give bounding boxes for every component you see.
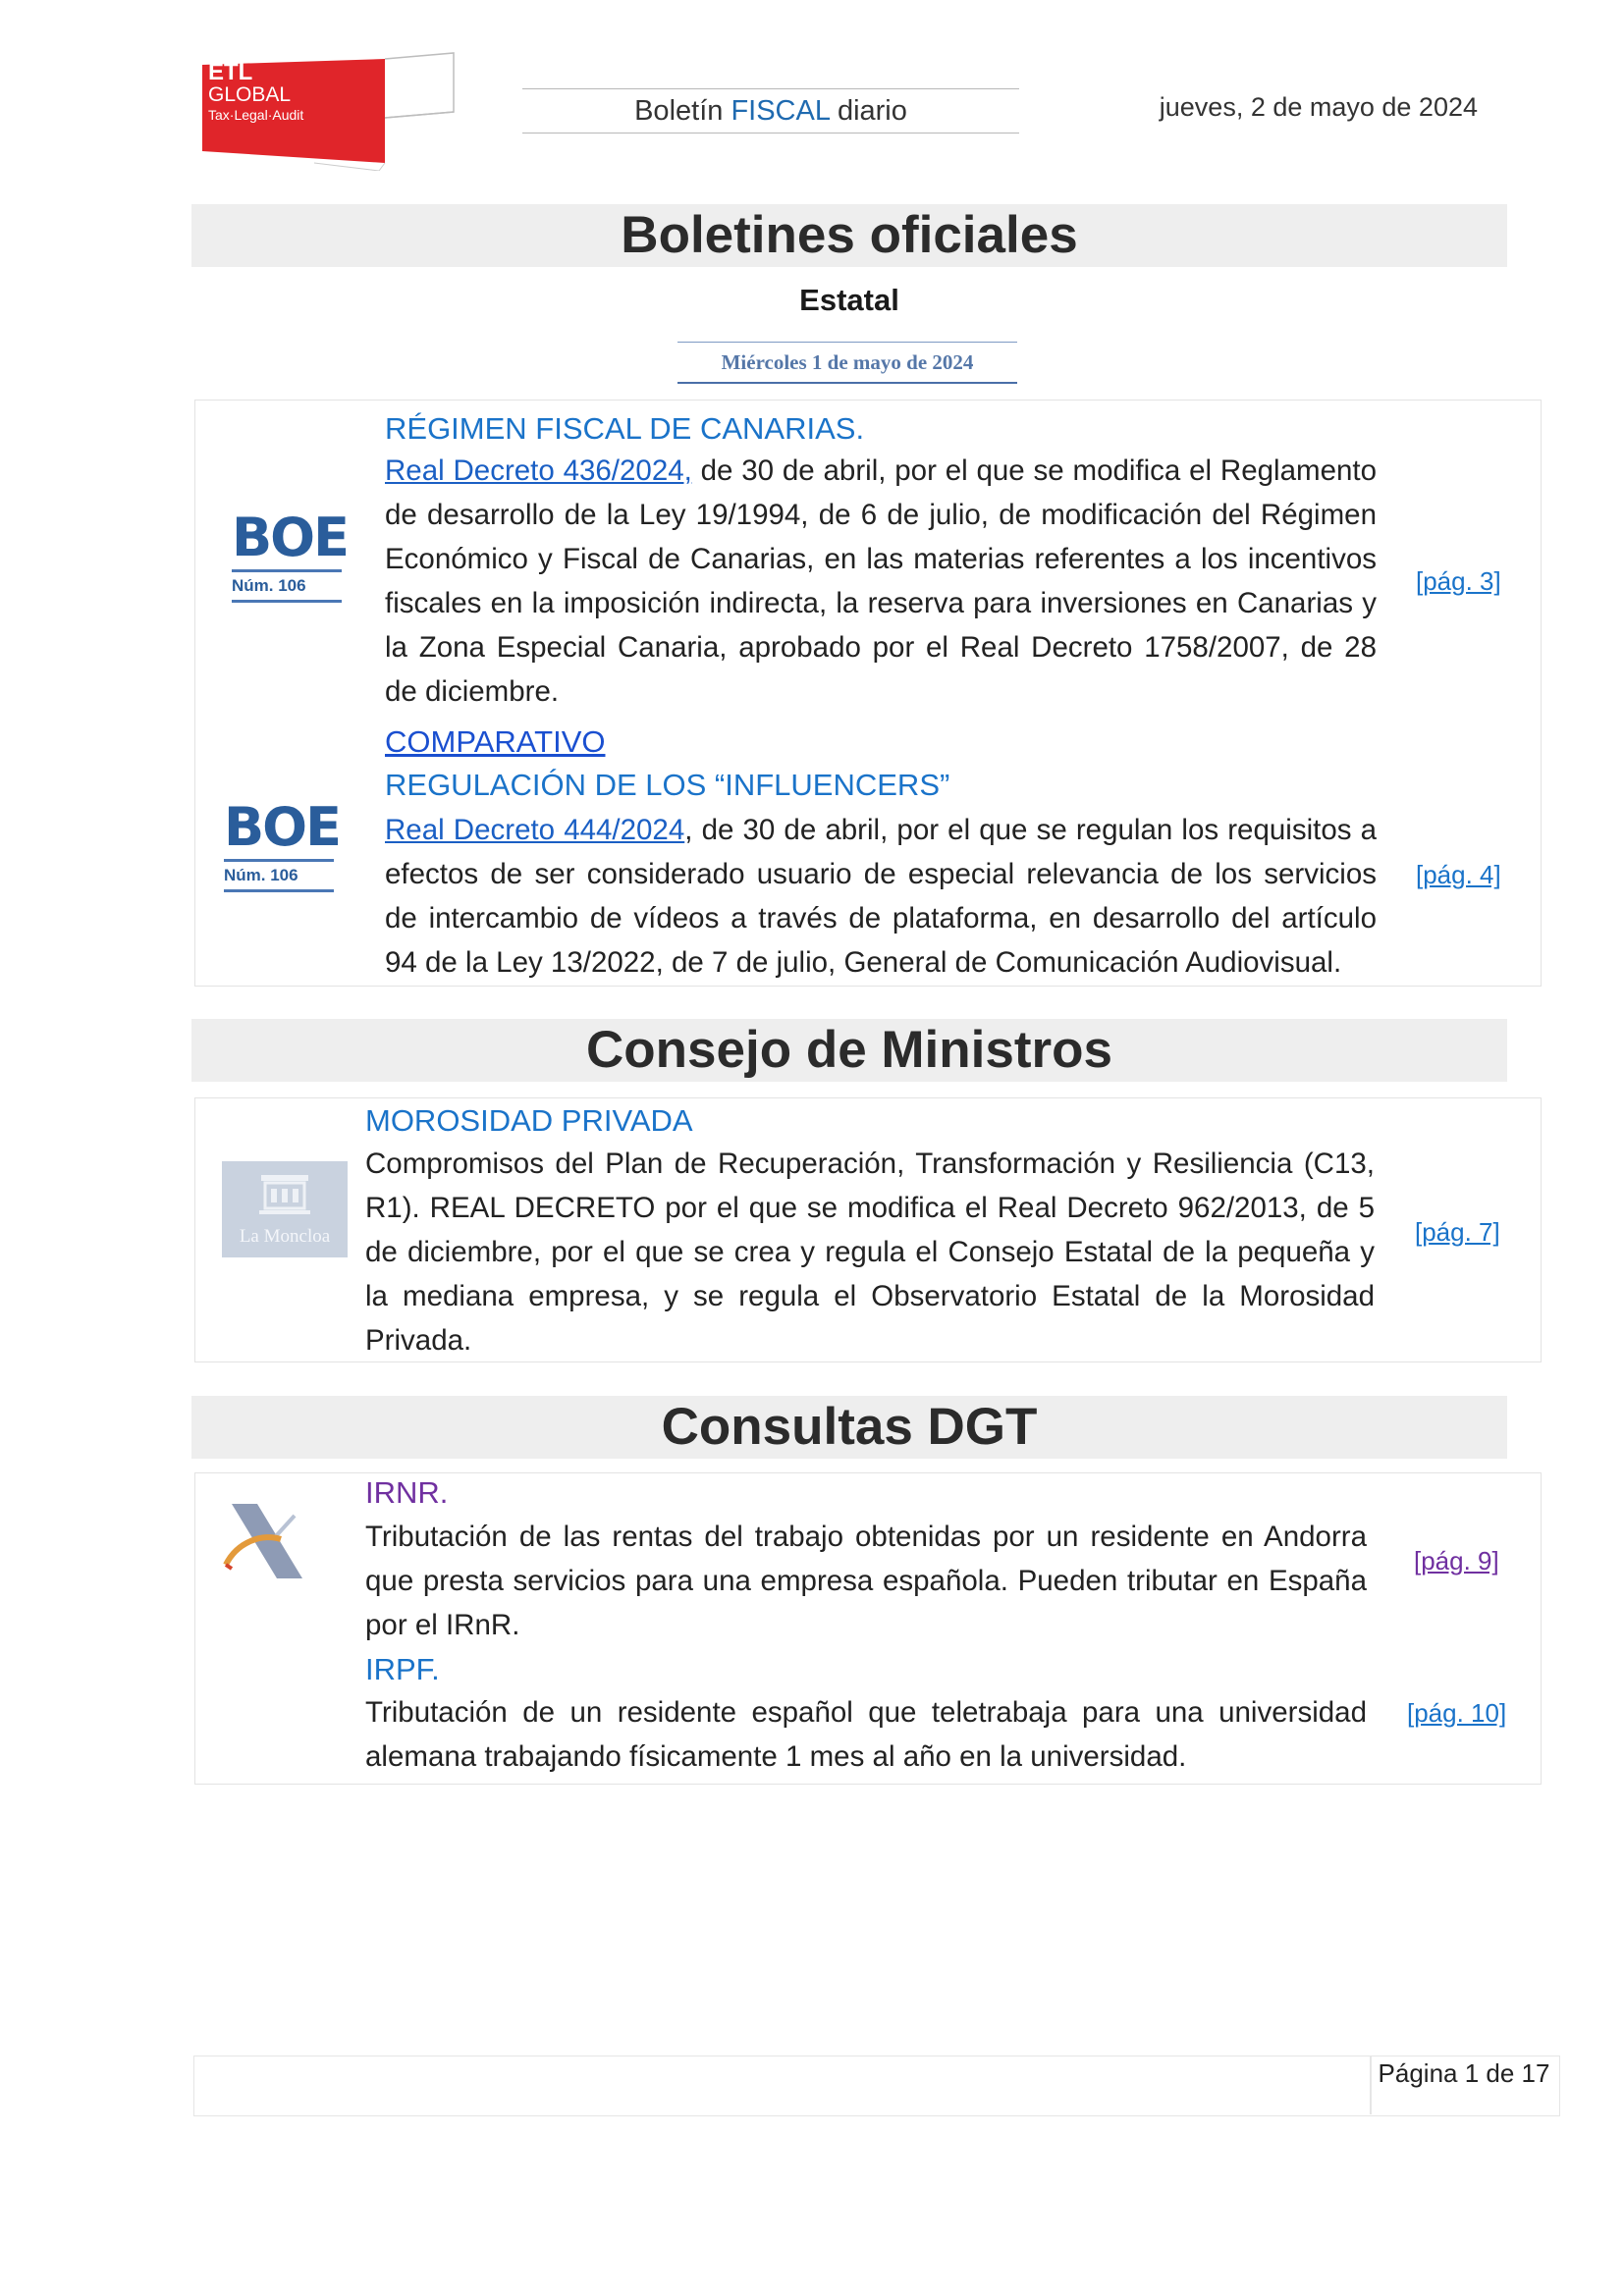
entry-text: Tributación de las rentas del trabajo obtenidas por un residente en Andorra que presta servicios para una empresa española. Pueden tributar en España por el IRnR. <box>365 1521 1367 1641</box>
entry-text: de 30 de abril, por el que se modifica el Reglamento de desarrollo de la Ley 19/1994, de 6 de julio, de modificación del Régimen Económico y Fiscal de Canarias, en las materias referentes a los incentivos fiscales en la imposición indirecta, la reserva para inversiones en Canarias y la Zona Especial Canaria, aprobado por el Real Decreto 1758/2007, de 28 de diciembre. <box>385 454 1377 708</box>
entry-body <box>385 808 1377 985</box>
bulletin-title <box>522 88 1019 133</box>
moncloa-caption: La Moncloa <box>239 1226 331 1247</box>
section-title-dgt: Consultas DGT <box>191 1396 1507 1459</box>
boe-number: Núm. 106 <box>232 576 306 595</box>
boe-rule <box>224 889 334 892</box>
section-subtitle-estatal: Estatal <box>799 283 899 317</box>
entry-kicker: IRPF. <box>365 1652 440 1686</box>
page-link[interactable]: [pág. 10] <box>1407 1698 1507 1728</box>
title-part2: diario <box>829 95 907 127</box>
boe-word: BOE <box>224 796 340 858</box>
page-link[interactable]: [pág. 9] <box>1414 1546 1499 1575</box>
boe-logo <box>232 507 348 603</box>
entry-kicker: REGULACIÓN DE LOS “INFLUENCERS” <box>385 768 950 802</box>
entry-text: Compromisos del Plan de Recuperación, Transformación y Resiliencia (C13, R1). REAL DECRETO por el que se modifica el Real Decreto 962/2013, de 5 de diciembre, por el que se crea y regula el Consejo Estatal de la pequeña y la mediana empresa, y se regula el Observatorio Estatal de la Morosidad Privada. <box>365 1148 1375 1357</box>
title-accent: FISCAL <box>731 95 830 127</box>
footer-box <box>193 2056 1560 2116</box>
comparativo-link[interactable]: COMPARATIVO <box>385 724 606 759</box>
entry-kicker: MOROSIDAD PRIVADA <box>365 1103 693 1138</box>
real-decreto-link[interactable]: Real Decreto 436/2024, <box>385 454 692 487</box>
page-link[interactable]: [pág. 4] <box>1416 860 1501 889</box>
real-decreto-link[interactable]: Real Decreto 444/2024 <box>385 814 685 846</box>
boe-logo <box>224 796 340 892</box>
etl-global-logo <box>196 51 461 171</box>
title-part1: Boletín <box>634 95 731 127</box>
entry-kicker: IRNR. <box>365 1475 449 1510</box>
entry-text: Tributación de un residente español que teletrabaja para una universidad alemana trabajando físicamente 1 mes al año en la universidad. <box>365 1696 1367 1773</box>
page-link[interactable]: [pág. 7] <box>1415 1217 1500 1247</box>
logo-tagline: Tax·Legal·Audit <box>208 107 304 123</box>
publication-date: Miércoles 1 de mayo de 2024 <box>677 342 1017 384</box>
section-title-boletines: Boletines oficiales <box>191 204 1507 267</box>
entry-kicker: RÉGIMEN FISCAL DE CANARIAS. <box>385 411 865 446</box>
entry-text: , de 30 de abril, por el que se regulan los requisitos a efectos de ser considerado usuario de especial relevancia de los servicios de intercambio de vídeos a través de plataforma, en desarrollo del artículo 94 de la Ley 13/2022, de 7 de julio, General de Comunicación Audiovisual. <box>385 814 1377 979</box>
page-link[interactable]: [pág. 3] <box>1416 566 1501 596</box>
entry-body <box>385 449 1377 714</box>
header-date: jueves, 2 de mayo de 2024 <box>1159 92 1478 122</box>
aeat-logo <box>218 1500 308 1584</box>
logo-brand2: GLOBAL <box>208 83 292 106</box>
section-title-consejo: Consejo de Ministros <box>191 1019 1507 1082</box>
page-number: Página 1 de 17 <box>1378 2058 1550 2088</box>
moncloa-logo <box>222 1161 348 1257</box>
boe-word: BOE <box>232 507 348 568</box>
boe-number: Núm. 106 <box>224 866 298 884</box>
logo-brand: ETL <box>208 59 253 85</box>
boe-rule <box>232 600 342 603</box>
